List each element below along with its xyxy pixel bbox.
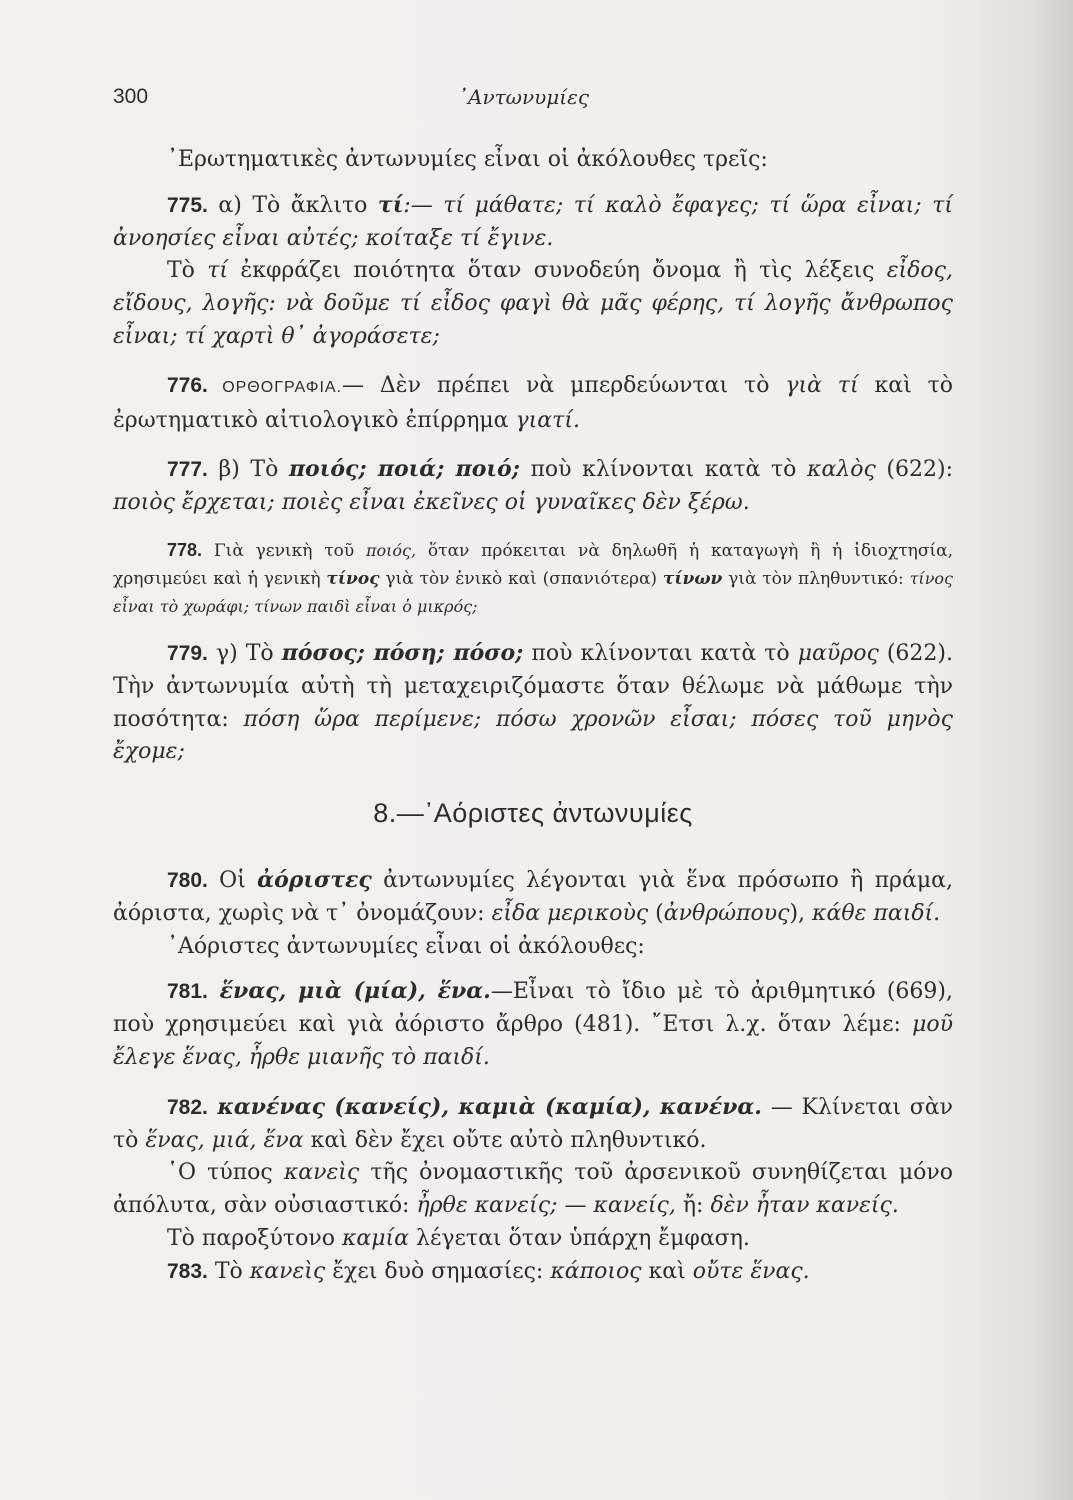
paragraph-number: 781.	[167, 980, 208, 1004]
section-heading: 8.—᾿Αόριστες ἀντωνυμίες	[373, 798, 693, 829]
paragraph-number: 776.	[167, 373, 208, 397]
paragraph-number: 779.	[167, 641, 208, 665]
paragraph-775-sub: Τὸ τί ἐκφράζει ποιότητα ὅταν συνοδεύη ὄνομα ἢ τὶς λέξεις εἶδος, εἴδους, λογῆς: νὰ δοῦμε τί εἶδος φαγὶ θὰ μᾶς φέρης, τί λογῆς ἄνθρωπος εἶναι; τί χαρτὶ θ᾿ ἀγοράσετε;	[113, 258, 953, 349]
paragraph-number: 782.	[167, 1095, 208, 1119]
intro-interrogative: ᾿Ερωτηματικὲς ἀντωνυμίες εἶναι οἱ ἀκόλουθες τρεῖς:	[167, 147, 768, 172]
paragraph-number: 783.	[167, 1259, 208, 1283]
paragraph-780: 780. Οἱ ἀόριστες ἀντωνυμίες λέγονται γιὰ ἕνα πρόσωπο ἢ πράμα, ἀόριστα, χωρὶς νὰ τ᾿ ὀνομάζουν: εἶδα μερικοὺς (ἀνθρώπους), κάθε παιδί.	[113, 866, 953, 926]
page-body	[113, 144, 953, 1289]
intro-indefinite: ᾿Αόριστες ἀντωνυμίες εἶναι οἱ ἀκόλουθες:	[167, 933, 645, 959]
paragraph-779: 779. γ) Τὸ πόσος; πόση; πόσο; ποὺ κλίνονται κατὰ τὸ μαῦρος (622). Τὴν ἀντωνυμία αὐτὴ τὴ μεταχειριζόμαστε ὅταν θέλωμε νὰ μάθωμε τὴν ποσότητα: πόση ὥρα περίμενε; πόσω χρονῶν εἶσαι; πόσες τοῦ μηνὸς ἔχομε;	[113, 639, 953, 765]
paragraph-778: 778. Γιὰ γενικὴ τοῦ ποιός, ὅταν πρόκειται νὰ δηλωθῆ ἡ καταγωγὴ ἢ ἡ ἰδιοχτησία, χρησιμεύει καὶ ἡ γενικὴ τίνος γιὰ τὸν ἑνικὸ καὶ (σπανιότερα) τίνων γιὰ τὸν πληθυντικό: τίνος εἶναι τὸ χωράφι; τίνων παιδὶ εἶναι ὁ μικρός;	[113, 539, 954, 616]
paragraph-782: 782. κανένας (κανείς), καμιὰ (καμία), κανένα. — Κλίνεται σὰν τὸ ἕνας, μιά, ἕνα καὶ δὲν ἔχει οὔτε αὐτὸ πληθυντικό.	[113, 1093, 953, 1153]
page-number: 300	[113, 85, 149, 108]
paragraph-782-sub-1: ῾Ο τύπος κανεὶς τῆς ὀνομαστικῆς τοῦ ἀρσενικοῦ συνηθίζεται μόνο ἀπόλυτα, σὰν οὐσιαστικό: ἦρθε κανείς; — κανείς, ἤ: δὲν ἦταν κανείς.	[113, 1160, 953, 1219]
paragraph-775: 775. α) Τὸ ἄκλιτο τί:— τί μάθατε; τί καλὸ ἔφαγες; τί ὥρα εἶναι; τί ἀνοησίες εἶναι αὐτές; κοίταξε τί ἔγινε.	[113, 191, 953, 251]
paragraph-783: 783. Τὸ κανεὶς ἔχει δυὸ σημασίες: κάποιος καὶ οὔτε ἕνας.	[167, 1258, 810, 1284]
paragraph-781: 781. ἕνας, μιὰ (μία), ἕνα.—Εἶναι τὸ ἴδιο μὲ τὸ ἀριθμητικό (669), ποὺ χρησιμεύει καὶ γιὰ ἀόριστο ἄρθρο (481). ῎Ετσι λ.χ. ὅταν λέμε: μοῦ ἔλεγε ἕνας, ἦρθε μιανῆς τὸ παιδί.	[113, 978, 953, 1070]
paragraph-777: 777. β) Τὸ ποιός; ποιά; ποιό; ποὺ κλίνονται κατὰ τὸ καλὸς (622): ποιὸς ἔρχεται; ποιὲς εἶναι ἐκεῖνες οἱ γυναῖκες δὲν ξέρω.	[113, 456, 953, 516]
paragraph-number: 775.	[167, 193, 208, 217]
page-header	[113, 85, 943, 115]
paragraph-number: 778.	[167, 539, 203, 560]
paragraph-number: 780.	[167, 868, 208, 892]
paragraph-number: 777.	[167, 458, 208, 482]
orthography-label: ΟΡΘΟΓΡΑΦΙΑ.	[207, 378, 343, 396]
paragraph-776: 776. ΟΡΘΟΓΡΑΦΙΑ.— Δὲν πρέπει νὰ μπερδεύωνται τὸ γιὰ τί καὶ τὸ ἐρωτηματικὸ αἰτιολογικὸ ἐπίρρημα γιατί.	[113, 372, 953, 433]
running-title: ᾿Αντωνυμίες	[458, 85, 590, 109]
paragraph-782-sub-2: Τὸ παροξύτονο καμία λέγεται ὅταν ὑπάρχη ἔμφαση.	[167, 1225, 750, 1251]
